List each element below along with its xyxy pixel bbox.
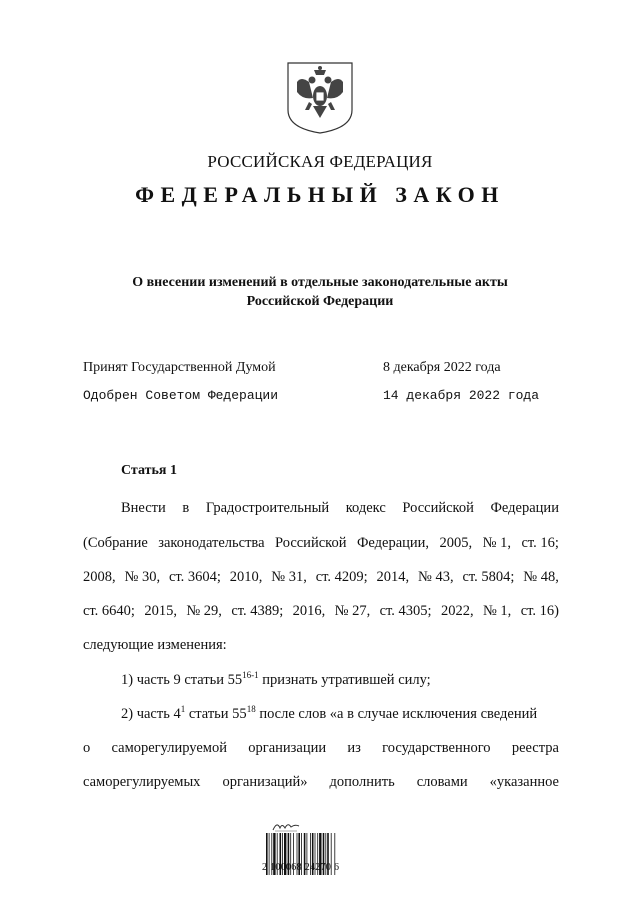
word: ст. 16;: [521, 535, 559, 551]
word: ст. 16): [520, 603, 559, 619]
item-1-superscript: 16-1: [242, 670, 259, 680]
word: государственного: [382, 740, 491, 756]
paragraph-1-line-5: следующие изменения:: [83, 637, 227, 653]
item-1-prefix: 1) часть 9 статьи 55: [121, 672, 243, 688]
word: № 1,: [482, 603, 512, 619]
word: кодекс: [345, 500, 386, 516]
word: Федерации,: [356, 535, 430, 551]
law-title-line-2: Российской Федерации: [246, 294, 394, 309]
word: 2015,: [144, 603, 177, 619]
council-approval-label: Одобрен Советом Федерации: [83, 388, 279, 403]
council-approval-date: 14 декабря 2022 года: [383, 388, 540, 403]
word: о: [83, 740, 91, 756]
russian-coat-of-arms-icon: [287, 62, 353, 134]
word: № 29,: [186, 603, 222, 619]
word: Внести: [121, 500, 166, 516]
item-1-suffix: признать утратившей силу;: [258, 672, 431, 688]
word: ст. 5804;: [462, 569, 515, 585]
word: словами: [416, 774, 468, 790]
law-title-line-1: О внесении изменений в отдельные законодательные акты: [132, 275, 508, 290]
paragraph-1-line-3: [83, 569, 559, 586]
word: Градостроительный: [205, 500, 330, 516]
duma-adoption-label: Принят Государственной Думой: [83, 360, 276, 375]
paragraph-1-line-4: [83, 603, 559, 620]
item-2-superscript-2: 18: [246, 704, 256, 714]
word: 2022,: [440, 603, 474, 619]
word: Российской: [402, 500, 474, 516]
word: «указанное: [489, 774, 559, 790]
item-2-line-1: [121, 706, 537, 723]
item-2-middle: статьи 55: [185, 706, 247, 722]
barcode-number: 2 100068 24270 6: [262, 862, 340, 873]
duma-adoption-date: 8 декабря 2022 года: [383, 360, 501, 375]
handwritten-signature-icon: [271, 819, 301, 833]
word: из: [347, 740, 361, 756]
word: законодательства: [158, 535, 265, 551]
word: 2014,: [376, 569, 410, 585]
item-2-line-2: [83, 740, 559, 757]
word: 2005,: [439, 535, 473, 551]
word: Федерации: [490, 500, 559, 516]
item-2-line-3: [83, 774, 559, 791]
word: саморегулируемых: [83, 774, 201, 790]
paragraph-1-line-2: [83, 535, 559, 552]
word: № 31,: [271, 569, 307, 585]
word: Российской: [275, 535, 347, 551]
word: № 48,: [523, 569, 559, 585]
word: дополнить: [329, 774, 395, 790]
word: № 43,: [418, 569, 454, 585]
word: реестра: [511, 740, 559, 756]
word: ст. 4389;: [231, 603, 284, 619]
item-2-suffix: после слов «а в случае исключения сведений: [255, 706, 538, 722]
word: ст. 4305;: [379, 603, 432, 619]
word: № 1,: [482, 535, 511, 551]
paragraph-1-line-1: [121, 500, 559, 517]
law-title: [0, 273, 640, 311]
word: саморегулируемой: [111, 740, 227, 756]
word: 2008,: [83, 569, 116, 585]
word: в: [182, 500, 190, 516]
article-heading: Статья 1: [121, 463, 177, 478]
word: 2010,: [229, 569, 263, 585]
country-name: РОССИЙСКАЯ ФЕДЕРАЦИЯ: [207, 152, 433, 171]
word: № 27,: [334, 603, 371, 619]
item-1: [121, 672, 431, 689]
item-2-prefix: 2) часть 4: [121, 706, 181, 722]
item-2-superscript-1: 1: [180, 704, 186, 714]
word: 2016,: [292, 603, 326, 619]
word: № 30,: [124, 569, 161, 585]
word: организации: [248, 740, 327, 756]
word: ст. 6640;: [83, 603, 135, 619]
word: ст. 4209;: [315, 569, 368, 585]
word: ст. 3604;: [168, 569, 221, 585]
document-type: ФЕДЕРАЛЬНЫЙ ЗАКОН: [135, 182, 505, 207]
word: (Собрание: [83, 535, 148, 551]
word: организаций»: [222, 774, 308, 790]
